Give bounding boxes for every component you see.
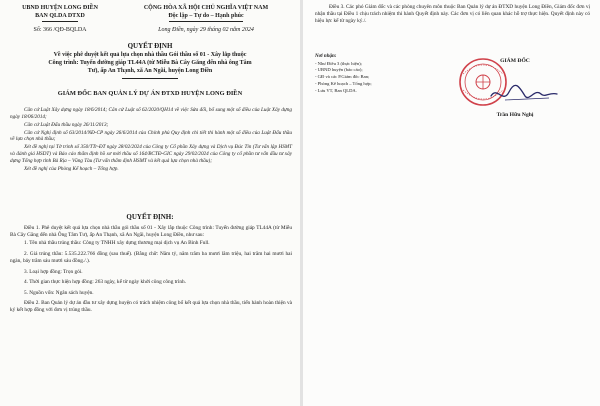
subject-line-2: Công trình: Tuyến đường giáp TL44A (từ Miễu Bà Cây Găng đến nhà ông Tâm bbox=[48, 60, 252, 67]
article-1-item: 3. Loại hợp đồng: Trọn gói. bbox=[24, 268, 83, 275]
signature-block bbox=[445, 52, 585, 124]
agency-line-1: UBND HUYỆN LONG ĐIỀN bbox=[22, 5, 98, 11]
subject-line-1: Về việc phê duyệt kết quả lựa chọn nhà thầu Gói thầu số 01 - Xây lắp thuộc bbox=[53, 52, 247, 58]
document-page-2 bbox=[303, 0, 600, 406]
motto-underline bbox=[169, 21, 243, 22]
signer-role: GIÁM ĐỐC bbox=[500, 58, 530, 64]
issuing-agency bbox=[6, 4, 114, 34]
article-3: Điều 3. Các phó Giám đốc và các phòng chuyên môn thuộc Ban Quản lý dự án ĐTXD huyện Long Điền, Giám đốc đơn vị nhận thầu tại Điều 1 chịu trách nhiệm thi hành Quyết định này. Các đơn vị có liên quan khác hỗ trợ thực hiện. Quyết định này có hiệu lực kể từ ngày ký./. bbox=[315, 4, 590, 24]
agency-underline bbox=[42, 21, 78, 22]
document-number: Số: 366 /QĐ-BQLDA bbox=[33, 27, 87, 33]
agency-line-2: BAN QLDA DTXD bbox=[35, 13, 85, 19]
handwritten-signature-icon bbox=[491, 85, 557, 97]
article-1-item: 4. Thời gian thực hiện hợp đồng: 263 ngày, kể từ ngày khởi công công trình. bbox=[24, 279, 186, 286]
article-2: Điều 2. Ban Quản lý dự án đầu tư xây dựng huyện có trách nhiệm công bố kết quả lựa chọn nhà thầu, tiến hành hoàn thiện và ký kết hợp đồng với đơn vị trúng thầu. bbox=[10, 300, 292, 314]
national-header bbox=[118, 4, 294, 34]
recipients-title: Nơi nhận: bbox=[315, 54, 337, 59]
article-1-item: 1. Tên nhà thầu trúng thầu: Công ty TNHH xây dựng thương mại dịch vụ An Bình Full. bbox=[24, 240, 210, 247]
decision-articles bbox=[10, 225, 292, 316]
article-1-intro: Điều 1. Phê duyệt kết quả lựa chọn nhà thầu gói thầu số 01 - Xây lắp thuộc Công trình: Tuyến đường giáp TL44A (từ Miễu Bà Cây Găng đến nhà Ông Tâm Tư), ấp An Thạnh, xã An Ngãi, huyện Long Điền, như sau: bbox=[10, 225, 292, 238]
national-motto: Độc lập – Tự do – Hạnh phúc bbox=[168, 13, 244, 19]
basis-item: Xét đề nghị của Phòng Kế hoạch – Tổng hợp. bbox=[24, 165, 119, 172]
article-1-item: 2. Giá trúng thầu: 5.535.222.766 đồng (sau thuế). (Bằng chữ: Năm tỷ, năm trăm ba mươi lăm triệu, hai trăm hai mươi hai ngàn, bảy trăm sáu mươi sáu đồng./.). bbox=[10, 250, 292, 264]
legal-basis bbox=[10, 107, 292, 174]
basis-item: Căn cứ Luật Đấu thầu ngày 26/11/2013; bbox=[24, 121, 109, 128]
subject-underline bbox=[122, 78, 178, 79]
recipient-item: - Như Điều 3 (thực hiện); bbox=[315, 60, 362, 66]
recipient-item: - GĐ và các P.Giám đốc Ban; bbox=[315, 74, 370, 80]
document-title: QUYẾT ĐỊNH bbox=[127, 42, 173, 50]
basis-item: Căn cứ Nghị định số 63/2014/NĐ-CP ngày 26/6/2014 của Chính phủ Quy định chi tiết thi hành một số điều của Luật Đấu thầu về lựa chọn nhà thầu; bbox=[10, 129, 292, 143]
signature-underline bbox=[505, 98, 549, 100]
decision-heading: QUYẾT ĐỊNH: bbox=[126, 213, 174, 221]
red-stamp-icon bbox=[460, 59, 506, 105]
article-3-block bbox=[315, 4, 590, 25]
basis-item: Căn cứ Luật Xây dựng ngày 18/6/2014; Căn cứ Luật số 62/2020/QH14 về việc Sửa đổi, bổ sung một số điều của Luật Xây dựng ngày 18/06/2014; bbox=[10, 107, 292, 120]
recipients-list bbox=[315, 54, 427, 94]
article-1-item: 5. Nguồn vốn: Ngân sách huyện. bbox=[24, 289, 94, 296]
document-date: Long Điền, ngày 29 tháng 02 năm 2024 bbox=[158, 27, 254, 33]
recipient-item: - Lưu VT, Ban QLDA. bbox=[315, 87, 357, 93]
issuing-authority: GIÁM ĐỐC BAN QUẢN LÝ DỰ ÁN ĐTXD HUYỆN LONG ĐIỀN bbox=[57, 90, 243, 97]
basis-item: Xét đề nghị tại Tờ trình số 350/TTr-ĐT ngày 28/02/2024 của Công ty Cổ phần Xây dựng và Dịch vụ Đúc Tín (Tư vấn lập HSMT và đánh giá HSDT) và Báo cáo thẩm định hồ sơ mời thầu số 164/BCTĐ-GIC ngày 29/02/2024 của Công ty cổ phần tư vấn đầu tư xây dựng Tổng hợp tỉnh Bà Rịa – Vũng Tàu (Tư vấn thẩm định HSMT và kết quả lựa chọn nhà thầu); bbox=[10, 144, 292, 164]
signer-name: Trần Hữu Nghị bbox=[496, 112, 534, 118]
recipient-item: - Phòng Kế hoạch – Tổng hợp; bbox=[315, 80, 372, 86]
recipient-item: - UBND huyện (báo cáo); bbox=[315, 67, 363, 73]
document-subject bbox=[6, 51, 294, 79]
subject-line-3: Tư), ấp An Thạnh, xã An Ngãi, huyện Long Điền bbox=[87, 68, 213, 75]
country-name: CỘNG HÒA XÃ HỘI CHỦ NGHĨA VIỆT NAM bbox=[143, 5, 269, 11]
